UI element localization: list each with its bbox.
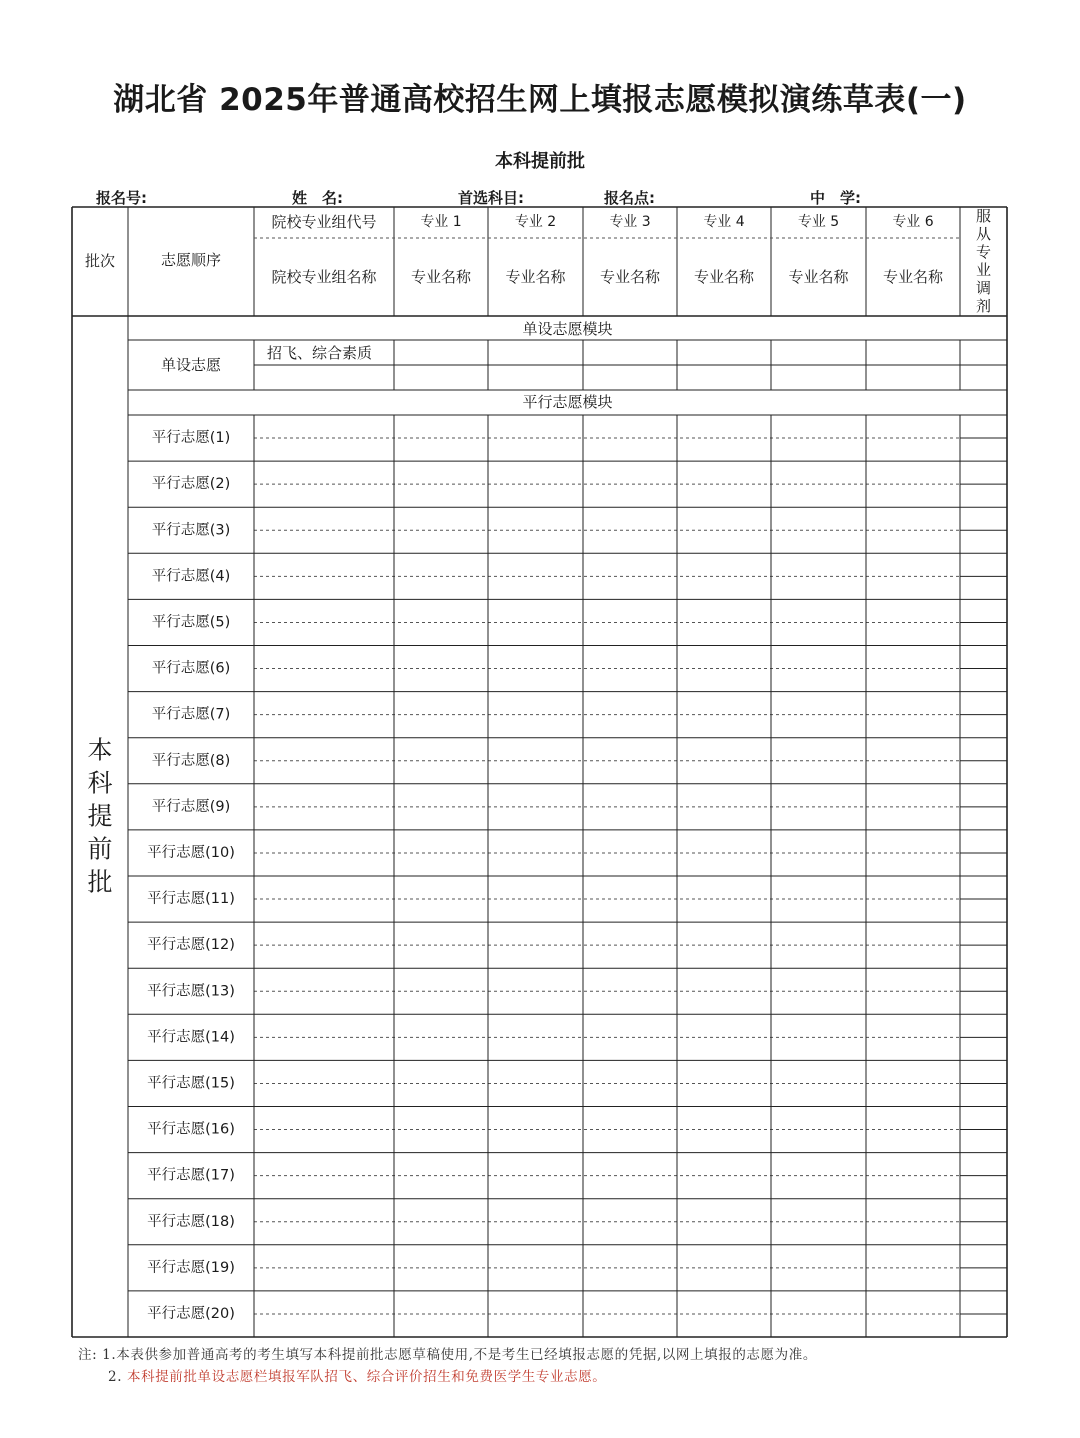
parallel-row-label: 平行志愿(8) bbox=[151, 752, 231, 769]
batch-label-char: 提 bbox=[87, 801, 113, 831]
parallel-row-fill-area[interactable] bbox=[254, 1291, 1007, 1337]
note-1 bbox=[78, 1343, 817, 1363]
parallel-row-label: 平行志愿(16) bbox=[147, 1121, 235, 1138]
parallel-row-label: 平行志愿(7) bbox=[151, 706, 231, 723]
primary-subject-label: 首选科目: bbox=[458, 189, 524, 207]
parallel-row-fill-area[interactable] bbox=[254, 1060, 1007, 1106]
parallel-row-fill-area[interactable] bbox=[254, 553, 1007, 599]
header-major-3-label: 专业 3 bbox=[609, 214, 651, 230]
parallel-row-fill-area[interactable] bbox=[254, 1107, 1007, 1153]
parallel-row-label: 平行志愿(2) bbox=[151, 476, 231, 493]
parallel-row-label: 平行志愿(3) bbox=[151, 522, 231, 539]
parallel-row-fill-area[interactable] bbox=[254, 876, 1007, 922]
batch-subtitle: 本科提前批 bbox=[495, 151, 585, 172]
batch-label-char: 前 bbox=[87, 834, 113, 864]
parallel-row-label: 平行志愿(5) bbox=[151, 614, 231, 631]
header-major-4-label: 专业 4 bbox=[703, 214, 745, 230]
header-group-name-label: 院校专业组名称 bbox=[271, 268, 377, 286]
parallel-row-label: 平行志愿(12) bbox=[147, 937, 235, 954]
parallel-row-label: 平行志愿(14) bbox=[147, 1029, 235, 1046]
header-order-label: 志愿顺序 bbox=[160, 251, 222, 269]
parallel-row-fill-area[interactable] bbox=[254, 461, 1007, 507]
parallel-row-fill-area[interactable] bbox=[254, 692, 1007, 738]
parallel-row-label: 平行志愿(10) bbox=[147, 844, 235, 861]
header-obey-adjust-char: 服 bbox=[975, 207, 992, 225]
parallel-row-label: 平行志愿(11) bbox=[147, 891, 235, 908]
header-major-1-label: 专业 1 bbox=[420, 214, 462, 230]
batch-label-char: 科 bbox=[87, 768, 113, 798]
parallel-row-fill-area[interactable] bbox=[254, 1153, 1007, 1199]
header-major-name-label: 专业名称 bbox=[505, 268, 566, 286]
note-prefix: 注: bbox=[78, 1347, 98, 1363]
parallel-row-label: 平行志愿(15) bbox=[147, 1075, 235, 1092]
parallel-row-fill-area[interactable] bbox=[254, 1014, 1007, 1060]
parallel-row-label: 平行志愿(18) bbox=[147, 1213, 235, 1230]
header-major-name-label: 专业名称 bbox=[410, 268, 472, 286]
header-major-6-label: 专业 6 bbox=[892, 214, 934, 230]
parallel-row-fill-area[interactable] bbox=[254, 738, 1007, 784]
header-major-name-label: 专业名称 bbox=[882, 268, 944, 286]
parallel-row-label: 平行志愿(1) bbox=[151, 430, 231, 447]
parallel-row-fill-area[interactable] bbox=[254, 830, 1007, 876]
header-batch-label: 批次 bbox=[84, 252, 116, 270]
single-module-heading: 单设志愿模块 bbox=[522, 320, 613, 338]
parallel-row-fill-area[interactable] bbox=[254, 415, 1007, 461]
parallel-row-fill-area[interactable] bbox=[254, 922, 1007, 968]
parallel-row-fill-area[interactable] bbox=[254, 1245, 1007, 1291]
registration-number-label: 报名号: bbox=[96, 189, 147, 207]
parallel-row-label: 平行志愿(9) bbox=[151, 798, 231, 815]
parallel-row-fill-area[interactable] bbox=[254, 507, 1007, 553]
header-obey-adjust-char: 从 bbox=[975, 225, 992, 243]
single-row-text: 招飞、综合素质 bbox=[267, 344, 373, 362]
note-1-number: 1. bbox=[102, 1347, 117, 1363]
header-obey-adjust-char: 调 bbox=[975, 279, 992, 297]
header-major-2-label: 专业 2 bbox=[514, 214, 557, 230]
header-major-name-label: 专业名称 bbox=[788, 268, 849, 286]
registration-site-label: 报名点: bbox=[604, 189, 655, 207]
parallel-module-heading: 平行志愿模块 bbox=[522, 393, 613, 411]
parallel-row-label: 平行志愿(20) bbox=[147, 1305, 235, 1322]
parallel-row-label: 平行志愿(4) bbox=[151, 568, 231, 585]
header-obey-adjust-char: 专 bbox=[975, 243, 992, 261]
page-title: 湖北省 2025年普通高校招生网上填报志愿模拟演练草表(一) bbox=[113, 82, 967, 118]
header-major-name-label: 专业名称 bbox=[693, 268, 755, 286]
high-school-label: 中 学: bbox=[810, 189, 861, 207]
header-group-code-label: 院校专业组代号 bbox=[271, 213, 377, 231]
parallel-row-fill-area[interactable] bbox=[254, 968, 1007, 1014]
parallel-row-label: 平行志愿(13) bbox=[147, 983, 235, 1000]
parallel-row-label: 平行志愿(6) bbox=[151, 660, 231, 677]
parallel-row-label: 平行志愿(17) bbox=[147, 1167, 235, 1184]
single-row-label: 单设志愿 bbox=[160, 356, 222, 374]
name-label: 姓 名: bbox=[292, 189, 343, 207]
note-2-text: 本科提前批单设志愿栏填报军队招飞、综合评价招生和免费医学生专业志愿。 bbox=[127, 1369, 607, 1385]
header-obey-adjust-char: 业 bbox=[975, 261, 992, 279]
note-2-number: 2. bbox=[108, 1369, 123, 1385]
parallel-row-fill-area[interactable] bbox=[254, 599, 1007, 645]
header-major-name-label: 专业名称 bbox=[599, 268, 661, 286]
header-major-5-label: 专业 5 bbox=[797, 214, 840, 230]
header-obey-adjust-char: 剂 bbox=[975, 297, 992, 315]
parallel-row-label: 平行志愿(19) bbox=[147, 1259, 235, 1276]
note-1-text: 本表供参加普通高考的考生填写本科提前批志愿草稿使用,不是考生已经填报志愿的凭据,以网上填报的志愿为准。 bbox=[116, 1347, 817, 1363]
note-2 bbox=[108, 1365, 606, 1385]
parallel-row-fill-area[interactable] bbox=[254, 784, 1007, 830]
parallel-row-fill-area[interactable] bbox=[254, 1199, 1007, 1245]
parallel-row-fill-area[interactable] bbox=[254, 646, 1007, 692]
batch-label-char: 本 bbox=[87, 735, 113, 765]
batch-label-char: 批 bbox=[87, 867, 113, 897]
